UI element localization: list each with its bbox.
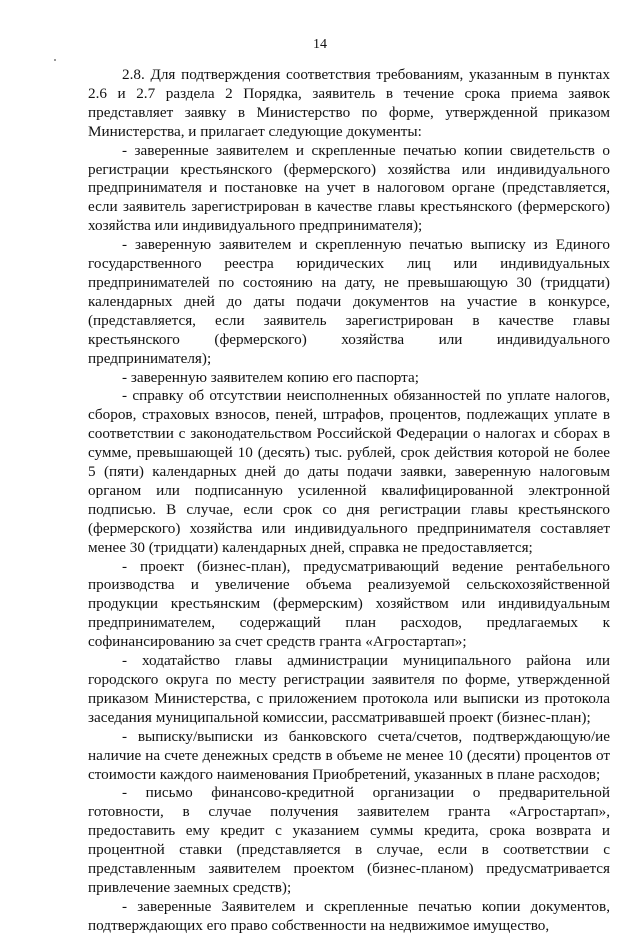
- paragraph-bank-statements: - выписку/выписки из банковского счета/счетов, подтверждающую/ие наличие на счете денежных средств в объеме не менее 10 (десяти) процентов от стоимости каждого наименования Приобретений, указанных в плане расходов;: [88, 727, 610, 783]
- document-body: [88, 66, 610, 936]
- paragraph-property-documents: - заверенные Заявителем и скрепленные печатью копии документов, подтверждающих его право собственности на недвижимое имущество,: [88, 897, 610, 934]
- paragraph-passport-copy: - заверенную заявителем копию его паспорта;: [122, 368, 419, 386]
- paragraph-business-plan: - проект (бизнес-план), предусматривающий ведение рентабельного производства и увеличение объема реализуемой сельскохозяйственной продукции крестьянским (фермерским) хозяйством или индивидуальным предпринимателем, содержащий план расходов, предлагаемых к софинансированию за счет средств гранта «Агростартап»;: [88, 557, 610, 651]
- paragraph-egrip-extract: - заверенную заявителем и скрепленную печатью выписку из Единого государственного реестра юридических лиц или индивидуальных предпринимателей по состоянию на дату, не превышающую 30 (тридцати) календарных дней до даты подачи документов на участие в конкурсе, (представляется, если заявитель зарегистрирован в качестве главы крестьянского (фермерского) хозяйства или индивидуального предпринимателя);: [88, 236, 610, 367]
- paragraph-administration-petition: - ходатайство главы администрации муниципального района или городского округа по месту регистрации заявителя по форме, утвержденной приказом Министерства, с приложением протокола или выписки из протокола заседания муниципальной комиссии, рассматривавшей проект (бизнес-план);: [88, 652, 610, 726]
- paragraph-registration-certificates: - заверенные заявителем и скрепленные печатью копии свидетельств о регистрации крестьянского (фермерского) хозяйства или индивидуального предпринимателя и постановке на учет в налоговом органе (представляется, если заявитель зарегистрирован в качестве главы крестьянского (фермерского) хозяйства или индивидуального предпринимателя);: [88, 141, 610, 235]
- scan-speck: [54, 59, 56, 61]
- page-number: 14: [313, 37, 327, 52]
- paragraph-2-8-intro: 2.8. Для подтверждения соответствия требованиям, указанным в пунктах 2.6 и 2.7 раздела 2 Порядка, заявитель в течение срока приема заявок представляет заявку в Министерство по форме, утвержденной приказом Министерства, и прилагает следующие документы:: [88, 66, 610, 140]
- paragraph-tax-certificate: - справку об отсутствии неисполненных обязанностей по уплате налогов, сборов, страховых взносов, пеней, штрафов, процентов, подлежащих уплате в соответствии с законодательством Российской Федерации о налогах и сборах в сумме, превышающей 10 (десять) тыс. рублей, срок действия которой не более 5 (пяти) календарных дней до даты подачи заявки, заверенную налоговым органом или подписанную усиленной квалифицированной электронной подписью. В случае, если срок со дня регистрации главы крестьянского (фермерского) хозяйства или индивидуального предпринимателя составляет менее 30 (тридцати) календарных дней, справка не предоставляется;: [88, 387, 610, 556]
- paragraph-credit-letter: - письмо финансово-кредитной организации о предварительной готовности, в случае получения заявителем гранта «Агростартап», предоставить ему кредит с указанием суммы кредита, срока возврата и процентной ставки (представляется в случае, если в соответствии с представленным заявителем проектом (бизнес-планом) предусматривается привлечение заемных средств);: [88, 784, 610, 896]
